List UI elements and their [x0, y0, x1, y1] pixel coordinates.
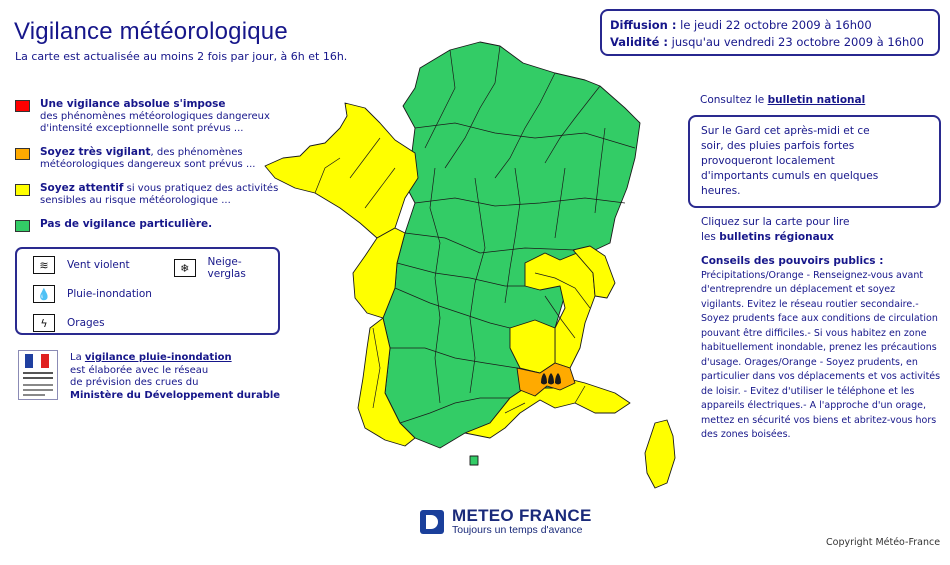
- legend-desc: des phénomènes météorologiques dangereux d'intensité exceptionnelle sont prévus ...: [40, 111, 270, 134]
- bulletins-regionaux-link[interactable]: bulletins régionaux: [719, 231, 834, 243]
- brand-tagline: Toujours un temps d'avance: [452, 524, 583, 536]
- legend-title: Une vigilance absolue s'impose: [40, 98, 226, 110]
- diffusion-value: le jeudi 22 octobre 2009 à 16h00: [680, 18, 872, 32]
- legend-desc: si vous pratiquez des activités sensibles au risque météorologique ...: [40, 183, 279, 206]
- legend-item-orange: [14, 146, 294, 171]
- region-yellow-corsica: [645, 420, 675, 488]
- ministry-l3: de prévision des crues du: [70, 377, 199, 388]
- meteo-france-icon: [420, 510, 444, 534]
- validite-value: jusqu'au vendredi 23 octobre 2009 à 16h00: [671, 35, 924, 49]
- conseils-block: [701, 254, 941, 443]
- lightning-icon: ϟ: [33, 314, 55, 332]
- region-green-island: [470, 456, 478, 465]
- yellow-swatch: [15, 184, 30, 196]
- orange-swatch: [15, 148, 30, 160]
- diffusion-label: Diffusion :: [610, 18, 677, 32]
- page-title: Vigilance météorologique: [14, 18, 288, 45]
- page-subtitle: La carte est actualisée au moins 2 fois par jour, à 6h et 16h.: [15, 50, 348, 63]
- phen-pluie-label: Pluie-inondation: [67, 288, 152, 300]
- legend-desc: , des phénomènes météorologiques dangereux sont prévus ...: [40, 147, 256, 170]
- snow-icon: ❄: [174, 259, 196, 277]
- conseils-title: Conseils des pouvoirs publics :: [701, 255, 884, 267]
- wind-icon: ≋: [33, 256, 55, 274]
- phen-neige-label: Neige-verglas: [207, 256, 246, 280]
- rain-flood-alert-icon: [541, 373, 561, 385]
- phenomena-legend: [15, 247, 280, 335]
- conseils-text: Précipitations/Orange - Renseignez-vous avant d'entreprendre un déplacement et soyez vigilants. Evitez le réseau routier secondaire.- Soyez prudents face aux conditions de circulation pouvant être difficiles.- Si vous habitez en zone habituellement inondable, prenez les précautions d'usage. Orages/Orange - Soyez prudents, en particulier dans vos déplacements et vos activités de loisir. - Evitez d'utiliser le téléphone et les appareils électriques.- A l'approche d'un orage, mettez en sécurité vos biens et abritez-vous hors des zones boisées.: [701, 269, 941, 440]
- phen-vent: [33, 256, 130, 274]
- legend-title: Pas de vigilance particulière.: [40, 218, 213, 230]
- vigilance-pluie-link[interactable]: vigilance pluie-inondation: [84, 352, 232, 363]
- phen-pluie: [33, 285, 152, 303]
- ministry-l1a: La: [70, 352, 85, 363]
- ministry-l2: est élaborée avec le réseau: [70, 364, 209, 376]
- consultez-text: Consultez le: [700, 94, 768, 106]
- region-green-mainland: [383, 42, 640, 448]
- copyright: Copyright Météo-France: [826, 537, 941, 548]
- republic-logo: [18, 350, 58, 400]
- region-yellow-west: [265, 103, 418, 238]
- phen-orages-label: Orages: [67, 317, 105, 329]
- france-vigilance-map[interactable]: [255, 28, 695, 498]
- brand-name: METEO FRANCE: [452, 506, 592, 525]
- legend-title: Soyez attentif: [40, 182, 124, 194]
- bulletin-national-link[interactable]: bulletin national: [767, 94, 866, 106]
- legend-item-yellow: [14, 182, 294, 207]
- consult-line: [700, 94, 945, 106]
- green-swatch: [15, 220, 30, 232]
- alert-text: Sur le Gard cet après-midi et ce soir, des pluies parfois fortes provoqueront localement d'importants cumuls en quelques heures.: [701, 125, 879, 197]
- click-instruction: [701, 215, 849, 245]
- red-swatch: [15, 100, 30, 112]
- validite-label: Validité :: [610, 35, 668, 49]
- meteo-france-logo[interactable]: [420, 507, 592, 536]
- click-line2a: les: [701, 231, 720, 243]
- legend-item-red: [14, 98, 294, 135]
- legend-item-green: [14, 218, 294, 231]
- ministry-link[interactable]: Ministère du Développement durable: [70, 389, 281, 401]
- legend-title: Soyez très vigilant: [40, 146, 151, 158]
- phen-orages: [33, 314, 105, 332]
- phen-vent-label: Vent violent: [67, 259, 130, 271]
- vigilance-legend: [14, 98, 294, 242]
- rain-flood-icon: 💧: [33, 285, 55, 303]
- alert-box: [688, 115, 941, 208]
- click-line1: Cliquez sur la carte pour lire: [701, 216, 850, 228]
